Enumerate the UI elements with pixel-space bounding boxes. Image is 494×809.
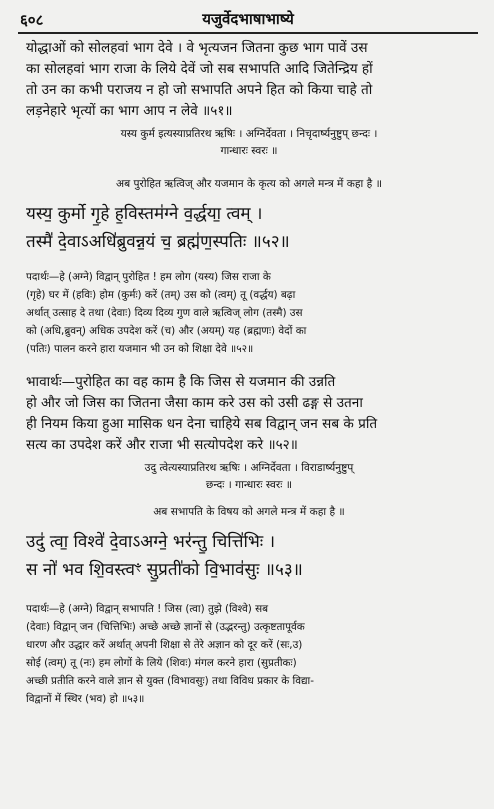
page-header <box>18 6 478 34</box>
meta-line: छन्दः । गान्धारः स्वरः ॥ <box>205 479 293 491</box>
padartha-line: धारण और उद्धार करें अर्थात् अपनी शिक्षा से तेरे अज्ञान को दूर करें (सः,उ) <box>26 639 303 651</box>
mantra-52-metadata <box>26 126 472 160</box>
padartha-line: अर्थात् उत्साह दे तथा (देवाः) दिव्य दिव्य गुण वाले ऋत्विज् लोग (तस्मै) उस <box>26 307 303 319</box>
padartha-line: पदार्थः—हे (अग्ने) विद्वान् सभापति ! जिस (त्वा) तुझे (विश्वे) सब <box>26 603 269 615</box>
mantra-line: तस्मै॑ दे॒वाऽअधि॑ब्रुवन्न॒यं च॒ ब्रह्म॑ण॒स्पतिः ॥५२॥ <box>26 232 290 252</box>
mantra-line: स नो॑ भव शि॒वस्त्वꣳ सु॒प्रती॑को वि॒भाव॑सुः ॥५३॥ <box>26 560 303 580</box>
mantra-52-padartha <box>26 268 472 358</box>
mantra-53-metadata <box>26 460 472 494</box>
mantra-52-intro: अब पुरोहित ऋत्विज् और यजमान के कृत्य को अगले मन्त्र में कहा है ॥ <box>116 178 382 190</box>
mantra-53-padartha <box>26 600 472 708</box>
padartha-line: को (अधि,ब्रुवन्) अधिक उपदेश करें (च) और (अयम्) यह (ब्रह्मणः) वेदों का <box>26 325 307 337</box>
padartha-line: सोई (त्वम्) तू (नः) हम लोगों के लिये (शिवः) मंगल करने हारा (सुप्रतीकः) <box>26 657 297 669</box>
mantra-53-intro: अब सभापति के विषय को अगले मन्त्र में कहा है ॥ <box>153 506 345 518</box>
text-line: का सोलहवां भाग राजा के लिये देवें जो सब सभापति आदि जितेन्द्रिय हों <box>26 61 373 77</box>
bhavartha-line: भावार्थः—पुरोहित का वह काम है कि जिस से यजमान की उन्नति <box>26 374 336 390</box>
mantra-line: यस्य॒ कुर्मो गृ॒हे ह॒विस्तम॑ग्ने व॒र्द्धया॒ त्वम् । <box>26 204 263 224</box>
padartha-line: अच्छी प्रतीति करने वाले ज्ञान से युक्त (विभावसुः) तथा विविध प्रकार के विद्या- <box>26 675 314 687</box>
mantra-52-bhavartha <box>26 372 472 456</box>
bhavartha-line: ही नियम किया हुआ मासिक धन देना चाहिये सब विद्वान् जन सब के प्रति <box>26 416 378 432</box>
meta-line: उदु त्वेत्यस्याप्रतिरथ ऋषिः । अग्निर्देवता । विराडार्ष्यनुष्टुप् <box>144 462 354 474</box>
meta-line: यस्य कुर्म इत्यस्याप्रतिरथ ऋषिः । अग्निर्देवता । निचृदार्ष्यनुष्टुप् छन्दः । <box>120 128 378 140</box>
padartha-line: पदार्थः—हे (अग्ने) विद्वान् पुरोहित ! हम लोग (यस्य) जिस राजा के <box>26 271 271 283</box>
mantra-52-text <box>26 200 472 256</box>
text-line: योद्धाओं को सोलहवां भाग देवे । वे भृत्यजन जितना कुछ भाग पावें उस <box>26 40 368 56</box>
bhavartha-line: हो और जो जिस का जितना जैसा काम करे उस को उसी ढङ्ग से उतना <box>26 395 363 411</box>
mantra-line: उदु॑ त्वा॒ विश्वे॑ दे॒वाऽअग्ने॒ भर॑न्तु॒ चित्ति॑भिः । <box>26 532 276 552</box>
padartha-line: (गृहे) घर में (हविः) होम (कुर्मः) करें (तम्) उस को (त्वम्) तू (वर्द्धय) बढ़ा <box>26 289 296 301</box>
meta-line: गान्धारः स्वरः ॥ <box>220 145 278 157</box>
padartha-line: विद्वानों में स्थिर (भव) हो ॥५३॥ <box>26 693 145 705</box>
padartha-line: (देवाः) विद्वान् जन (चित्तिभिः) अच्छे अच्छे ज्ञानों से (उद्भरन्तु) उत्कृष्टतापूर्वक <box>26 621 305 633</box>
continuation-paragraph <box>26 38 472 122</box>
bhavartha-line: सत्य का उपदेश करें और राजा भी सत्योपदेश करे ॥५२॥ <box>26 437 298 453</box>
mantra-53-text <box>26 528 472 584</box>
padartha-line: (पतिः) पालन करने हारा यजमान भी उन को शिक्षा देवे ॥५२॥ <box>26 343 254 355</box>
text-line: लड़नेहारे भृत्यों का भाग आप न लेवे ॥५१॥ <box>26 103 233 119</box>
text-line: तो उन का कभी पराजय न हो जो सभापति अपने हित को किया चाहे तो <box>26 82 373 98</box>
running-title: यजुर्वेदभाषाभाष्ये <box>202 10 294 28</box>
page-number: ६०८ <box>20 11 44 29</box>
